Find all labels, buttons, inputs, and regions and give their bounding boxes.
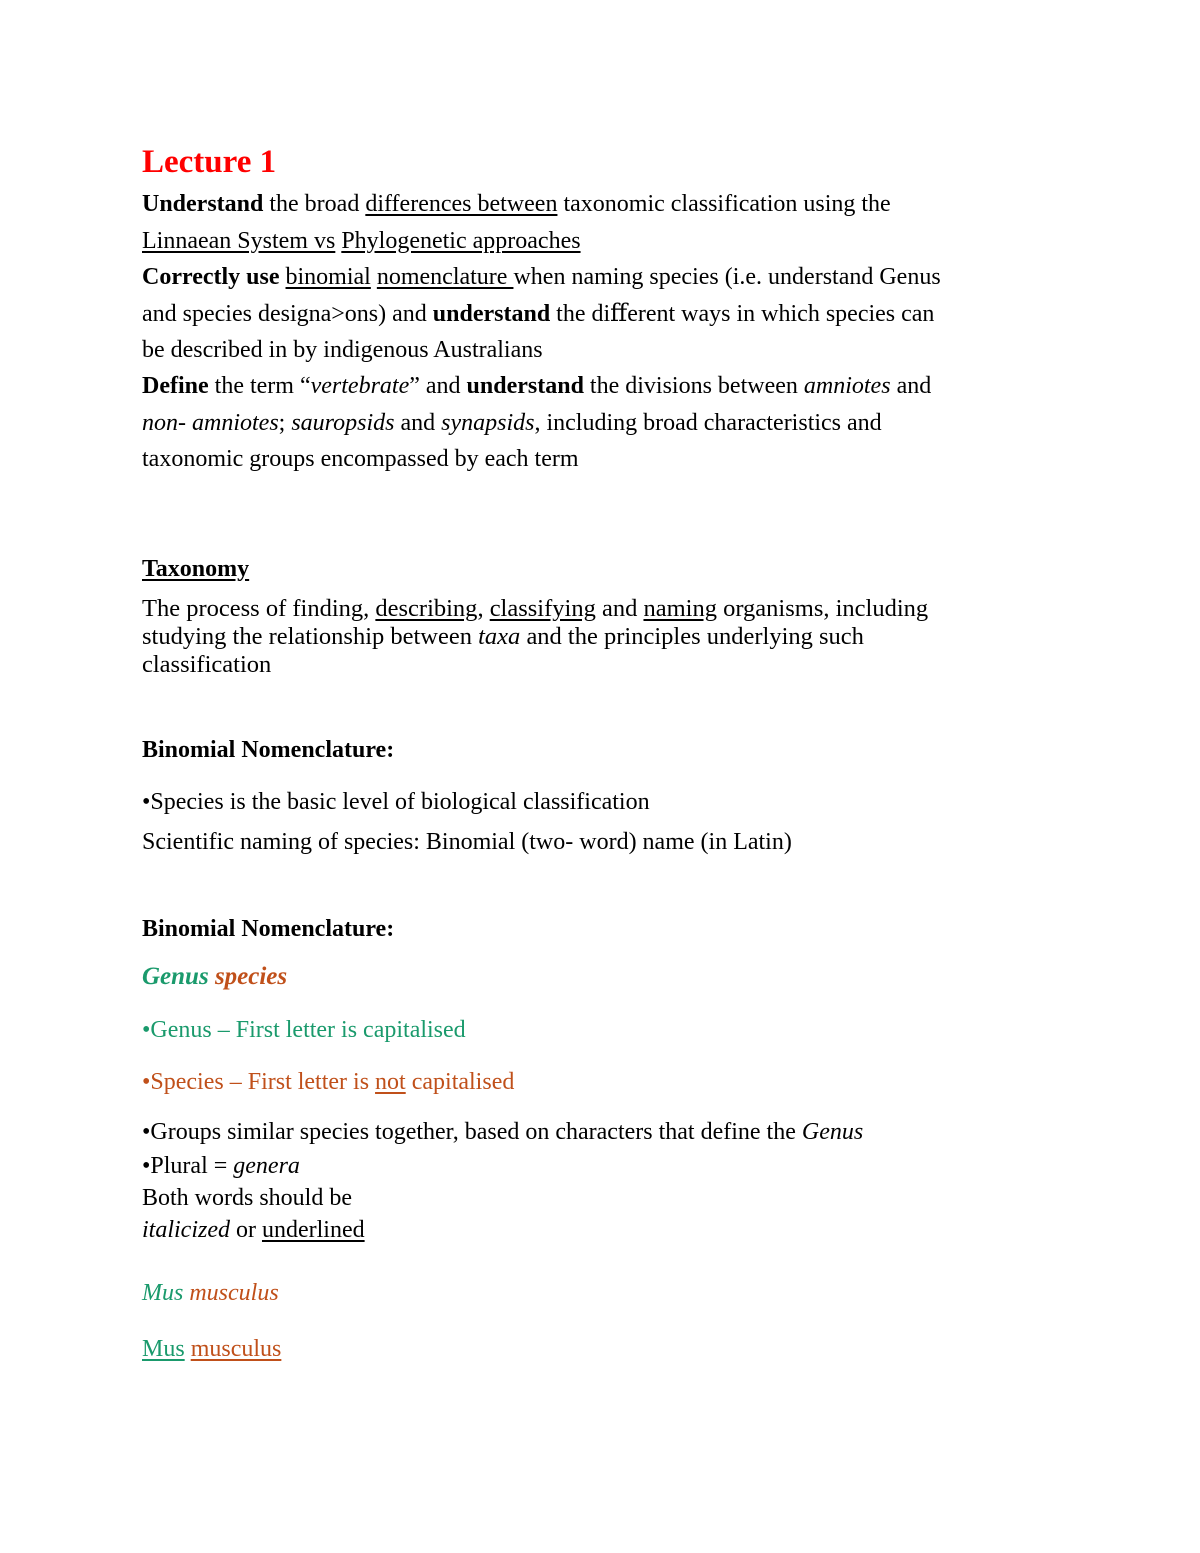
genus-species-label: Genus species bbox=[142, 963, 288, 990]
taxonomy-line-3: classification bbox=[142, 651, 272, 678]
objective-3-line-1: Define the term “vertebrate” and understand the divisions between amniotes and bbox=[142, 373, 932, 399]
objective-3-line-2: non- amniotes; sauropsids and synapsids, including broad characteristics and bbox=[142, 409, 882, 436]
example-underlined: Mus musculus bbox=[142, 1336, 282, 1362]
both-words-line: Both words should be bbox=[142, 1185, 352, 1211]
objective-3-line-3: taxonomic groups encompassed by each term bbox=[142, 446, 579, 472]
italic-or-underline-line: italicized or underlined bbox=[142, 1217, 365, 1243]
taxonomy-line-1: The process of finding, describing, classifying and naming organisms, including bbox=[142, 595, 929, 622]
objective-1 bbox=[142, 186, 891, 259]
groups-bullet: •Groups similar species together, based on characters that define the Genus bbox=[142, 1119, 864, 1145]
objective-2-line-1: Correctly use binomial nomenclature when naming species (i.e. understand Genus bbox=[142, 264, 941, 290]
objective-2-line-3: be described in by indigenous Australians bbox=[142, 337, 543, 363]
example-italic: Mus musculus bbox=[142, 1280, 279, 1306]
lecture-title: Lecture 1 bbox=[142, 144, 277, 180]
objective-2 bbox=[142, 259, 941, 369]
binomial-line-1: •Species is the basic level of biological classification bbox=[142, 789, 650, 815]
binomial-line-2: Scientific naming of species: Binomial (two- word) name (in Latin) bbox=[142, 829, 792, 855]
objective-1-line-2: Linnaean System vs Phylogenetic approaches bbox=[142, 227, 581, 254]
genus-bullet: •Genus – First letter is capitalised bbox=[142, 1017, 466, 1043]
objective-2-line-2: and species designa>ons) and understand the diﬀerent ways in which species can bbox=[142, 300, 935, 327]
taxonomy-heading: Taxonomy bbox=[142, 556, 250, 582]
objective-3 bbox=[142, 368, 931, 478]
taxonomy-definition bbox=[142, 595, 928, 679]
binomial-heading-2: Binomial Nomenclature: bbox=[142, 916, 395, 942]
taxonomy-line-2: studying the relationship between taxa and the principles underlying such bbox=[142, 623, 864, 650]
plural-bullet: •Plural = genera bbox=[142, 1153, 300, 1179]
binomial-heading-1: Binomial Nomenclature: bbox=[142, 737, 395, 763]
species-bullet: •Species – First letter is not capitalised bbox=[142, 1069, 515, 1095]
objective-1-line-1: Understand the broad differences between taxonomic classification using the bbox=[142, 191, 891, 217]
